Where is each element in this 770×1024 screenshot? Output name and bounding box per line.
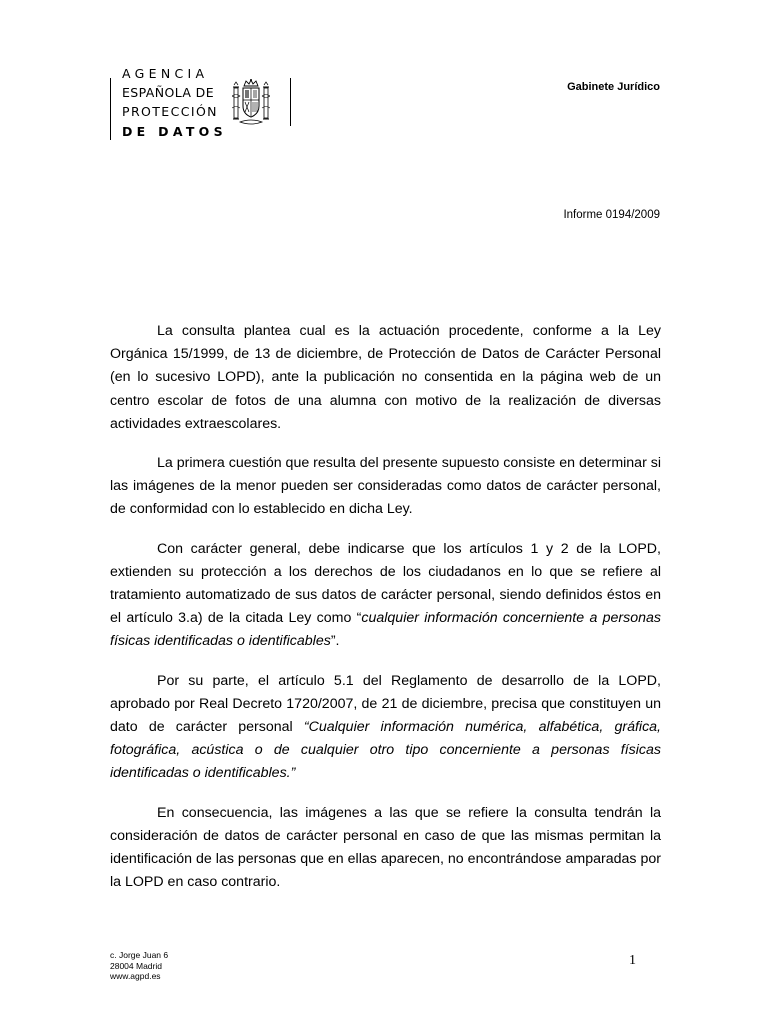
paragraph-4 bbox=[110, 670, 661, 786]
paragraph-text: Por su parte, el artículo 5.1 del Reglamento de desarrollo de la LOPD, aprobado por Real Decreto 1720/2007, de 21 de diciembre, precisa que constituyen un dato de carácter personal bbox=[110, 672, 661, 736]
document-body bbox=[110, 320, 661, 894]
paragraph-3 bbox=[110, 538, 661, 654]
department-label: Gabinete Jurídico bbox=[567, 81, 660, 93]
address-city: 28004 Madrid bbox=[110, 960, 162, 971]
paragraph-1 bbox=[110, 320, 661, 436]
address-website: www.agpd.es bbox=[110, 971, 161, 981]
paragraph-text: La primera cuestión que resulta del presente supuesto consiste en determinar si las imágenes de la menor pueden ser consideradas como datos de carácter personal, de conformidad con lo establecido en dicha Ley. bbox=[110, 455, 661, 518]
paragraph-text: La consulta plantea cual es la actuación procedente, conforme a la Ley Orgánica 15/1999, de 13 de diciembre, de Protección de Datos de Carácter Personal (en lo sucesivo LOPD), ante la publicación no consentida en la página web de un centro escolar de fotos de una alumna con motivo de la realización de diversas actividades extraescolares. bbox=[110, 323, 661, 432]
logo-line-espanola: ESPAÑOLA DE bbox=[122, 85, 215, 100]
coat-of-arms-icon bbox=[232, 78, 270, 126]
paragraph-5 bbox=[110, 802, 661, 895]
agency-logo bbox=[110, 64, 300, 139]
footer-address bbox=[110, 950, 168, 982]
logo-line-agencia: AGENCIA bbox=[122, 66, 209, 81]
paragraph-2 bbox=[110, 452, 661, 522]
paragraph-text: En consecuencia, las imágenes a las que se refiere la consulta tendrán la consideración de datos de carácter personal en caso de que las mismas permitan la identificación de las personas que en ellas aparecen, no encontrándose amparadas por la LOPD en caso contrario. bbox=[110, 804, 661, 891]
quoted-definition: cualquier información concerniente a personas físicas identificadas o identificables bbox=[110, 610, 661, 650]
paragraph-text: Con carácter general, debe indicarse que los artículos 1 y 2 de la LOPD, extienden su protección a los derechos de los ciudadanos en lo que se refiere al tratamiento automatizado de sus datos de carácter personal, siendo definidos éstos en el artículo 3.a) de la citada Ley como “ bbox=[110, 540, 661, 627]
quoted-definition: “Cualquier información numérica, alfabética, gráfica, fotográfica, acústica o de cualquier otro tipo concerniente a personas físicas identificadas o identificables.” bbox=[110, 719, 661, 782]
logo-divider-left bbox=[110, 78, 111, 140]
report-number: Informe 0194/2009 bbox=[563, 209, 660, 221]
page-number: 1 bbox=[629, 953, 636, 968]
logo-divider-right bbox=[290, 78, 291, 126]
address-street: c. Jorge Juan 6 bbox=[110, 950, 169, 960]
logo-line-proteccion: PROTECCIÓN bbox=[122, 104, 218, 119]
quote-close: ”. bbox=[330, 633, 340, 650]
logo-line-datos: DE DATOS bbox=[122, 124, 227, 139]
